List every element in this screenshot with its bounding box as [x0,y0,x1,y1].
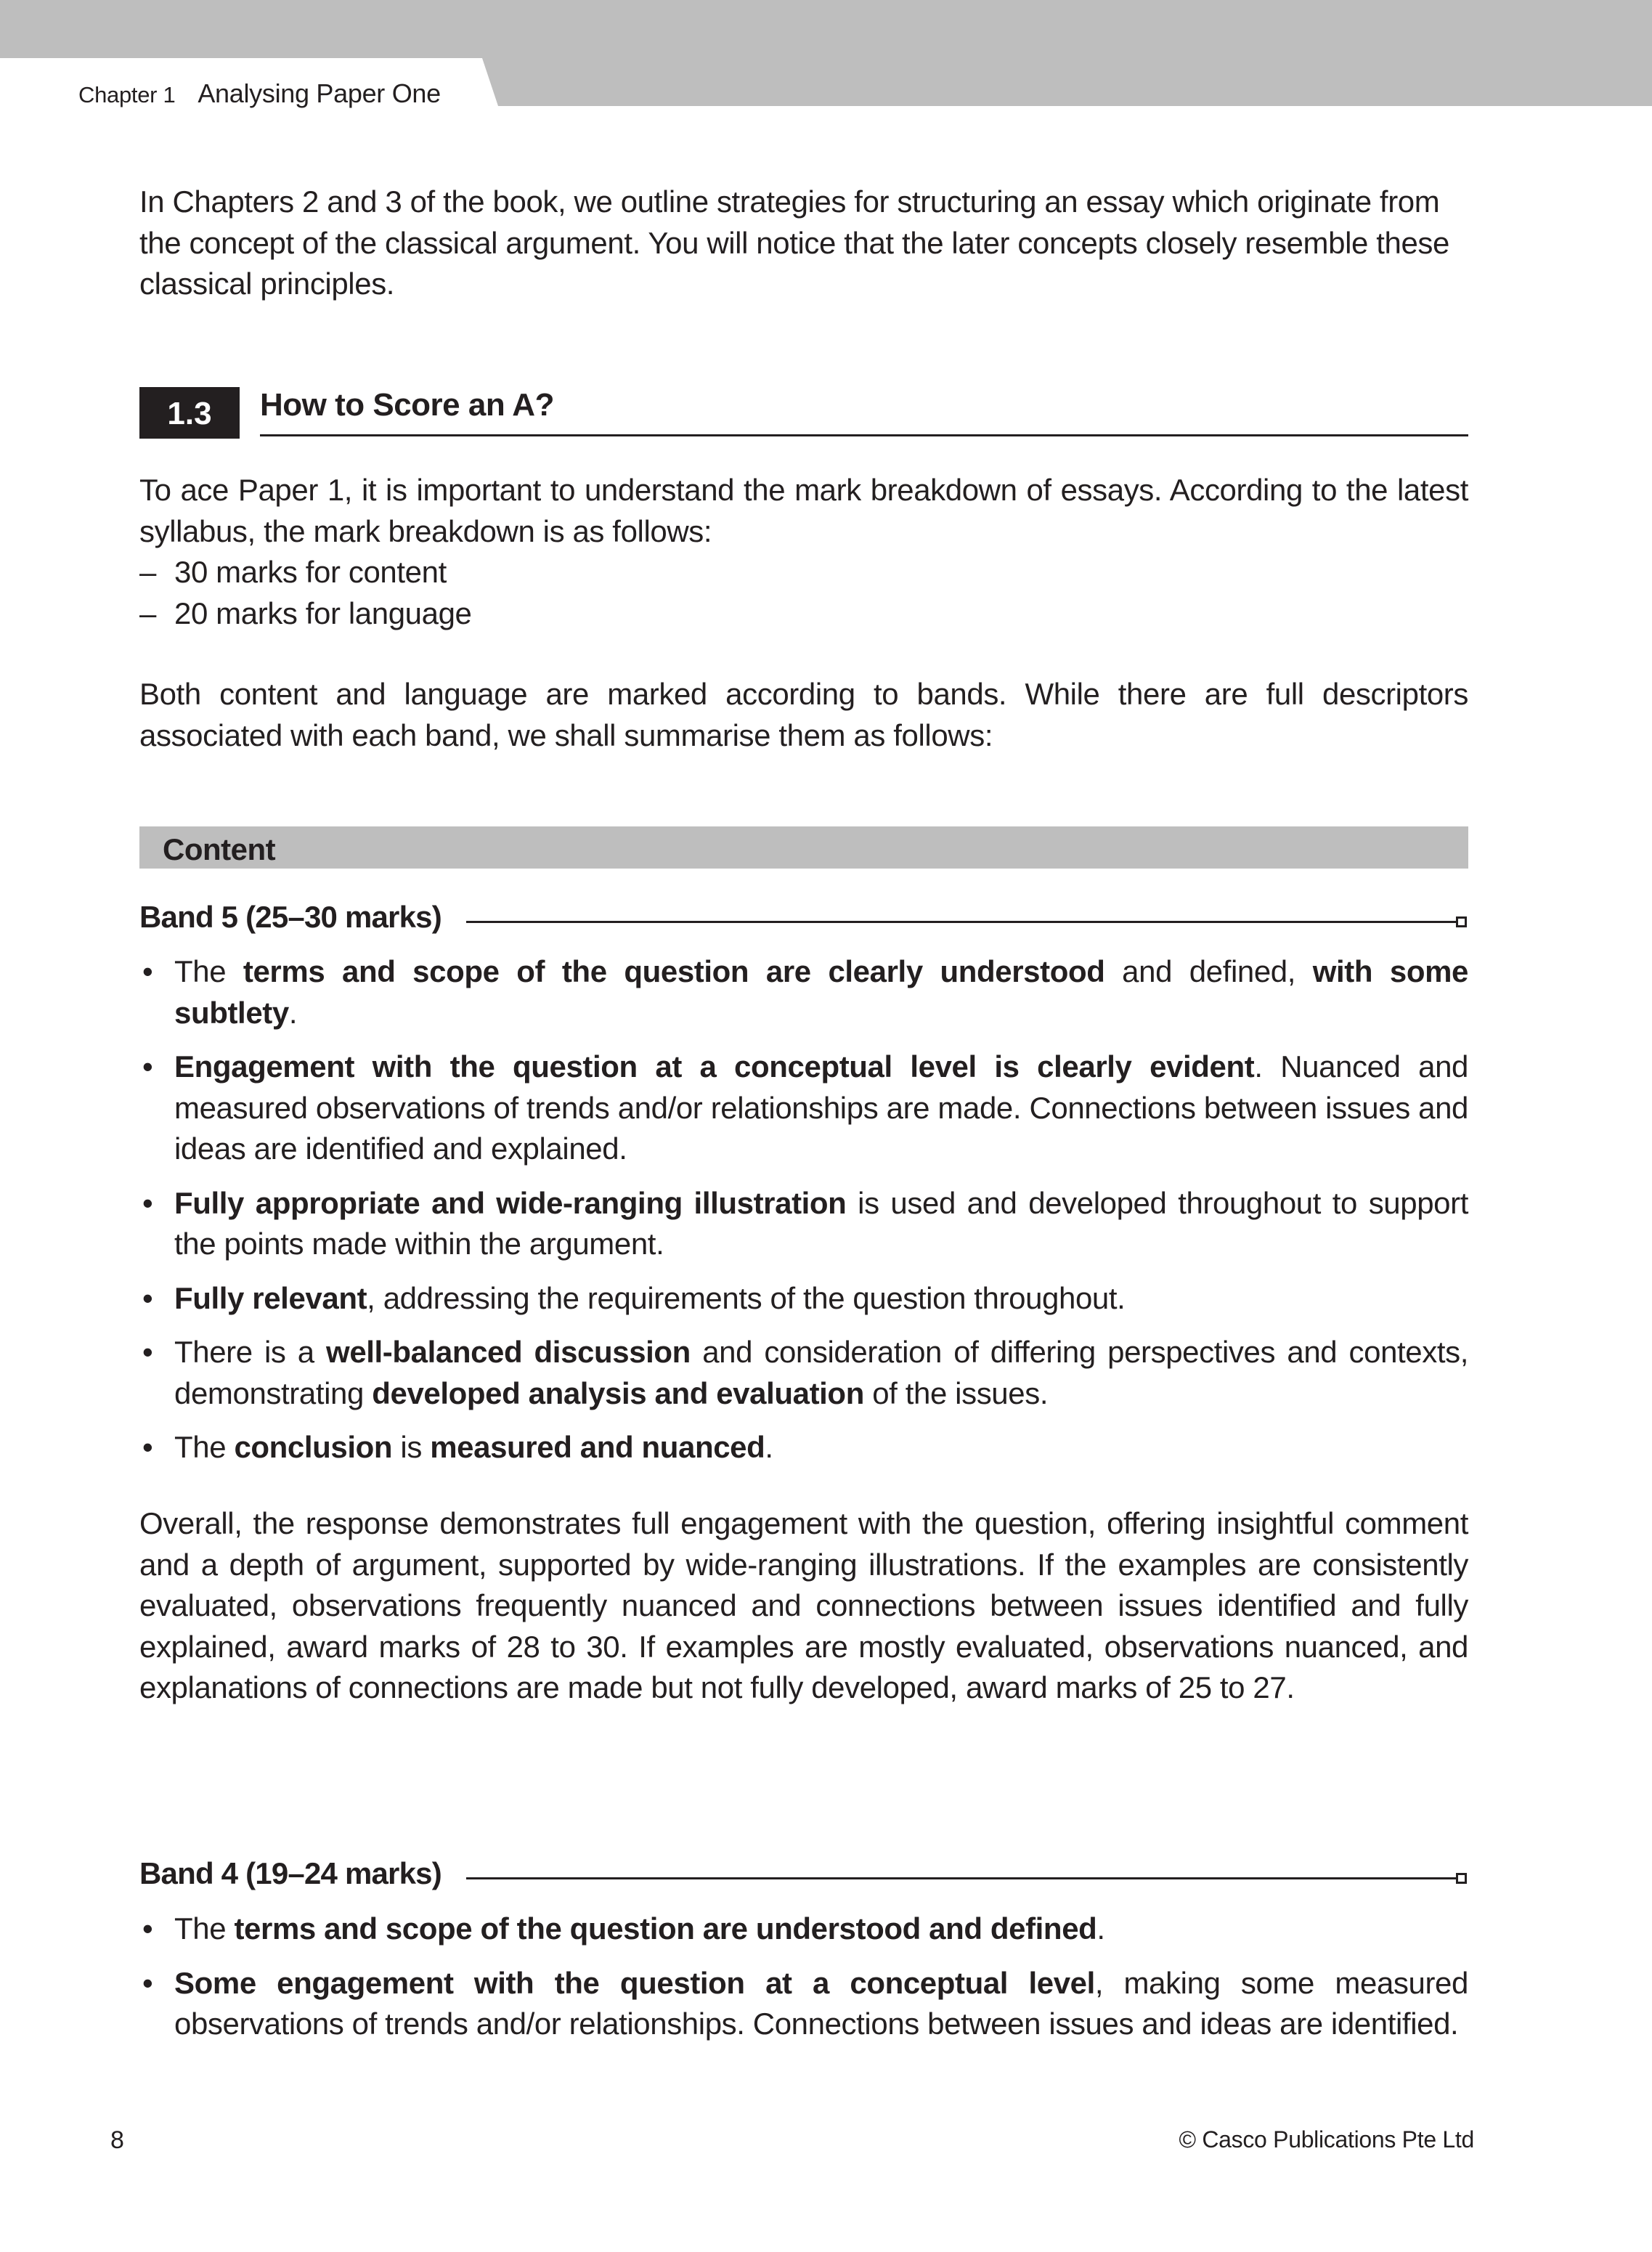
descriptor-item [139,1183,1468,1265]
descriptor-item [139,1046,1468,1170]
emphasis-text: terms and scope of the question are clearly understood [243,954,1105,988]
band-rule [466,921,1457,923]
band-4-heading [139,1853,1468,1894]
descriptor-item [139,1427,1468,1468]
text-run: and defined, [1104,954,1313,988]
band-4-descriptors [139,1908,1468,2058]
bullet-icon: • [142,1911,153,1946]
descriptor-item [139,951,1468,1033]
text-run: The [174,1911,235,1946]
bullet-icon: • [142,1049,153,1084]
emphasis-text: Fully appropriate and wide-ranging illustration [174,1185,847,1220]
band-rule [466,1877,1457,1879]
section-heading [139,387,1468,439]
mark-breakdown-paragraph: To ace Paper 1, it is important to understand the mark breakdown of essays. According to the latest syllabus, the mark breakdown is as follows: [139,473,1468,548]
descriptor-text [174,1335,1468,1410]
intro-section [139,182,1468,305]
section-number-badge: 1.3 [139,387,240,439]
descriptor-item [139,1963,1468,2045]
emphasis-text: Some engagement with the question at a conceptual level [174,1965,1095,2000]
text-run: The [174,1430,235,1464]
band-4-label: Band 4 (19–24 marks) [139,1853,452,1894]
text-run: , making some measured observations of trends and/or relationships. Connections between issues and ideas are identified. [174,1965,1468,2041]
rule-end-square-icon [1456,1873,1467,1884]
list-item-text: 20 marks for language [174,595,472,630]
content-heading-bar [139,826,1468,869]
list-item [139,593,1468,635]
text-run: . [288,995,298,1030]
descriptor-text [174,1430,773,1464]
descriptor-text [174,1911,1105,1946]
emphasis-text: Engagement with the question at a conceptual level is clearly evident [174,1049,1255,1084]
bullet-icon: • [142,954,153,988]
text-run: and consideration of differing perspectives and contexts, demonstrating [174,1335,1468,1410]
running-header [78,78,441,109]
band-5-summary-paragraph: Overall, the response demonstrates full engagement with the question, offering insightful comment and a depth of argument, supported by wide-ranging illustrations. If the examples are consistently evaluated, observations frequently nuanced and connections between issues identified and fully explained, award marks of 28 to 30. If examples are mostly evaluated, observations nuanced, and explanations of connections are made but not fully developed, award marks of 25 to 27. [139,1506,1468,1704]
emphasis-text: conclusion [234,1430,393,1464]
text-run: . [1096,1911,1105,1946]
text-run: is used and developed throughout to support the points made within the argument. [174,1185,1468,1261]
text-run: of the issues. [863,1375,1049,1410]
bullet-icon: • [142,1335,153,1369]
bullet-icon: • [142,1185,153,1220]
descriptor-text [174,1966,1468,2041]
descriptor-text [174,1281,1125,1315]
bullet-icon: • [142,1965,153,2000]
dash-marker: – [139,555,156,589]
text-run: There is a [174,1335,327,1369]
rule-end-square-icon [1456,916,1467,927]
descriptor-text [174,954,1468,1030]
descriptor-item [139,1908,1468,1950]
mark-breakdown [139,470,1468,634]
list-item-text: 30 marks for content [174,555,447,589]
chapter-title: Analysing Paper One [198,78,441,108]
page-number: 8 [110,2126,124,2154]
band-5-label: Band 5 (25–30 marks) [139,897,452,938]
emphasis-text: Fully relevant [174,1280,367,1315]
descriptor-text [174,1049,1468,1166]
emphasis-text: developed analysis and evaluation [372,1375,864,1410]
section-title: How to Score an A? [260,387,554,423]
text-run: The [174,954,243,988]
mark-breakdown-list [139,552,1468,634]
emphasis-text: well-balanced discussion [326,1335,691,1369]
chapter-label: Chapter 1 [78,82,176,107]
emphasis-text: with some subtlety [174,954,1468,1030]
copyright-notice: © Casco Publications Pte Ltd [1179,2126,1474,2153]
bullet-icon: • [142,1430,153,1464]
text-run: . [765,1430,773,1464]
text-run: is [392,1430,431,1464]
emphasis-text: measured and nuanced [430,1430,765,1464]
dash-marker: – [139,595,156,630]
band-5-descriptors [139,951,1468,1481]
content-heading: Content [163,832,276,866]
intro-paragraph: In Chapters 2 and 3 of the book, we outline strategies for structuring an essay which originate from the concept of the classical argument. You will notice that the later concepts closely resemble these classical principles. [139,184,1449,301]
section-underline [260,434,1468,436]
bands-intro-paragraph: Both content and language are marked according to bands. While there are full descriptors associated with each band, we shall summarise them as follows: [139,677,1468,752]
descriptor-text [174,1186,1468,1261]
bullet-icon: • [142,1280,153,1315]
text-run: . Nuanced and measured observations of trends and/or relationships are made. Connections between issues and ideas are identified and explained. [174,1049,1468,1166]
emphasis-text: terms and scope of the question are understood and defined [234,1911,1097,1946]
band-5-heading [139,897,1468,938]
band-5-summary [139,1503,1468,1709]
bands-intro [139,674,1468,756]
text-run: , addressing the requirements of the question throughout. [367,1280,1126,1315]
list-item [139,552,1468,593]
descriptor-item [139,1332,1468,1414]
descriptor-item [139,1278,1468,1320]
